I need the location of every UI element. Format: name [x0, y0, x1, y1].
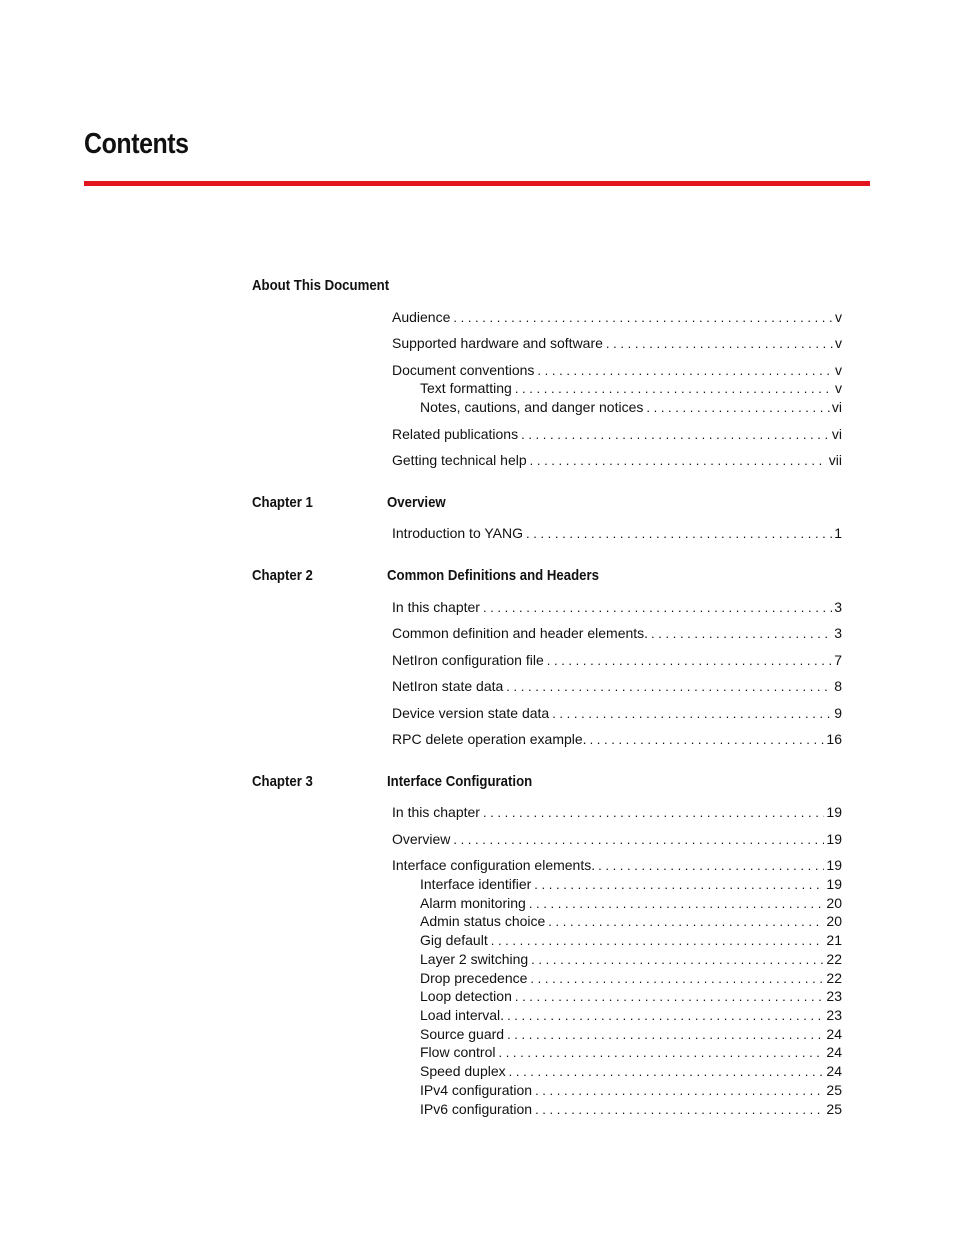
- toc-entry-loop-detection[interactable]: Loop detection . . . 23: [420, 987, 842, 1005]
- toc-entry-overview[interactable]: Overview . . . 19: [392, 830, 842, 848]
- toc-entry-notes-cautions[interactable]: Notes, cautions, and danger notices . . . vi: [420, 398, 842, 416]
- chapter-1-label: Chapter 1: [252, 494, 313, 511]
- toc-entry-flow-control[interactable]: Flow control . . . 24: [420, 1043, 842, 1061]
- toc-entry-alarm-monitoring[interactable]: Alarm monitoring . . . 20: [420, 894, 842, 912]
- toc-entry-text-formatting[interactable]: Text formatting . . . v: [420, 379, 842, 397]
- toc-entry-ipv4-config[interactable]: IPv4 configuration . . . 25: [420, 1081, 842, 1099]
- toc-entry-source-guard[interactable]: Source guard . . . 24: [420, 1025, 842, 1043]
- about-heading: About This Document: [252, 277, 390, 294]
- toc-entry-technical-help[interactable]: Getting technical help . . . vii: [392, 451, 842, 469]
- page-title: Contents: [84, 128, 189, 160]
- chapter-2-label: Chapter 2: [252, 567, 313, 584]
- title-rule: [84, 181, 870, 186]
- toc-entry-related-publications[interactable]: Related publications . . . vi: [392, 425, 842, 443]
- toc-entry-layer2-switching[interactable]: Layer 2 switching . . . 22: [420, 950, 842, 968]
- toc-entry-netiron-config-file[interactable]: NetIron configuration file . . . 7: [392, 651, 842, 669]
- chapter-2-heading[interactable]: Common Definitions and Headers: [387, 567, 599, 584]
- chapter-3-heading[interactable]: Interface Configuration: [387, 773, 533, 790]
- toc-entry-interface-identifier[interactable]: Interface identifier . . . 19: [420, 875, 842, 893]
- toc-entry-rpc-delete[interactable]: RPC delete operation example. . . . 16: [392, 730, 842, 748]
- chapter-1-heading[interactable]: Overview: [387, 494, 446, 511]
- toc-entry-introduction-yang[interactable]: Introduction to YANG . . . 1: [392, 524, 842, 542]
- toc-entry-document-conventions[interactable]: Document conventions . . . v: [392, 361, 842, 379]
- chapter-3-label: Chapter 3: [252, 773, 313, 790]
- toc-entry-supported-hardware[interactable]: Supported hardware and software . . . v: [392, 334, 842, 352]
- toc-entry-speed-duplex[interactable]: Speed duplex . . . 24: [420, 1062, 842, 1080]
- toc-entry-common-definition[interactable]: Common definition and header elements. . . . 3: [392, 624, 842, 642]
- toc-entry-drop-precedence[interactable]: Drop precedence . . . 22: [420, 969, 842, 987]
- toc-entry-load-interval[interactable]: Load interval. . . . 23: [420, 1006, 842, 1024]
- toc-entry-in-this-chapter-3[interactable]: In this chapter . . . 19: [392, 803, 842, 821]
- toc-entry-audience[interactable]: Audience . . . v: [392, 308, 842, 326]
- toc-entry-netiron-state-data[interactable]: NetIron state data . . . 8: [392, 677, 842, 695]
- toc-entry-admin-status[interactable]: Admin status choice . . . 20: [420, 912, 842, 930]
- toc-entry-ipv6-config[interactable]: IPv6 configuration . . . 25: [420, 1100, 842, 1118]
- toc-entry-device-version[interactable]: Device version state data . . . 9: [392, 704, 842, 722]
- toc-entry-interface-config-elements[interactable]: Interface configuration elements. . . . 19: [392, 856, 842, 874]
- toc-entry-gig-default[interactable]: Gig default . . . 21: [420, 931, 842, 949]
- toc-entry-in-this-chapter[interactable]: In this chapter . . . 3: [392, 598, 842, 616]
